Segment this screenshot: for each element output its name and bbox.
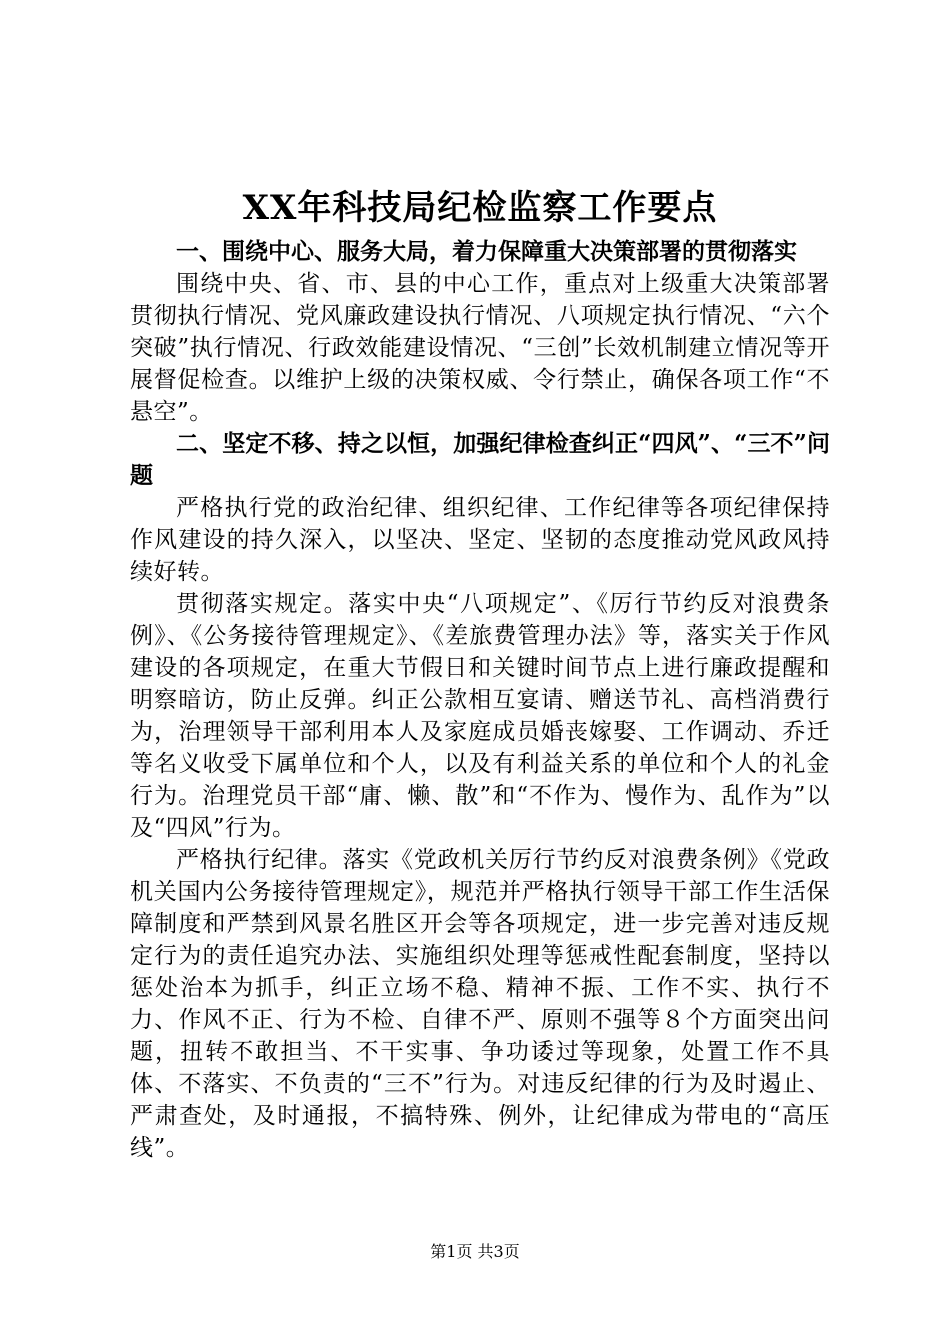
page-number-footer: 第1页 共3页 — [430, 1242, 520, 1261]
section-paragraph: 贯彻落实规定。落实中央“八项规定”、《厉行节约反对浪费条例》、《公务接待管理规定》、《差旅费管理办法》等，落实关于作风建设的各项规定，在重大节假日和关键时间节点上进行廉政提醒和明察暗访，防止反弹。纠正公款相互宴请、赠送节礼、高档消费行为，治理领导干部利用本人及家庭成员婚丧嫁娶、工作调动、乔迁等名义收受下属单位和个人，以及有利益关系的单位和个人的礼金行为。治理党员干部“庸、懒、散”和“不作为、慢作为、乱作为”以及“四风”行为。 — [130, 591, 830, 841]
section-2 — [130, 428, 830, 1164]
document-page — [130, 180, 830, 1164]
section-heading: 一、围绕中心、服务大局，着力保障重大决策部署的贯彻落实 — [176, 238, 797, 265]
section-paragraph: 严格执行党的政治纪律、组织纪律、工作纪律等各项纪律保持作风建设的持久深入，以坚决、坚定、坚韧的态度推动党风政风持续好转。 — [130, 495, 830, 585]
section-1 — [130, 236, 830, 428]
section-paragraph: 围绕中央、省、市、县的中心工作，重点对上级重大决策部署贯彻执行情况、党风廉政建设执行情况、八项规定执行情况、“六个突破”执行情况、行政效能建设情况、“三创”长效机制建立情况等开展督促检查。以维护上级的决策权威、令行禁止，确保各项工作“不悬空”。 — [130, 271, 830, 425]
document-title: XX年科技局纪检监察工作要点 — [242, 188, 718, 228]
section-paragraph: 严格执行纪律。落实《党政机关厉行节约反对浪费条例》《党政机关国内公务接待管理规定》，规范并严格执行领导干部工作生活保障制度和严禁到风景名胜区开会等各项规定，进一步完善对违反规定行为的责任追究办法、实施组织处理等惩戒性配套制度，坚持以惩处治本为抓手，纠正立场不稳、精神不振、工作不实、执行不力、作风不正、行为不检、自律不严、原则不强等８个方面突出问题，扭转不敢担当、不干实事、争功诿过等现象，处置工作不具体、不落实、不负责的“三不”行为。对违反纪律的行为及时遏止、严肃查处，及时通报，不搞特殊、例外，让纪律成为带电的“高压线”。 — [130, 847, 830, 1161]
section-heading: 二、坚定不移、持之以恒，加强纪律检查纠正“四风”、“三不”问题 — [130, 430, 830, 489]
